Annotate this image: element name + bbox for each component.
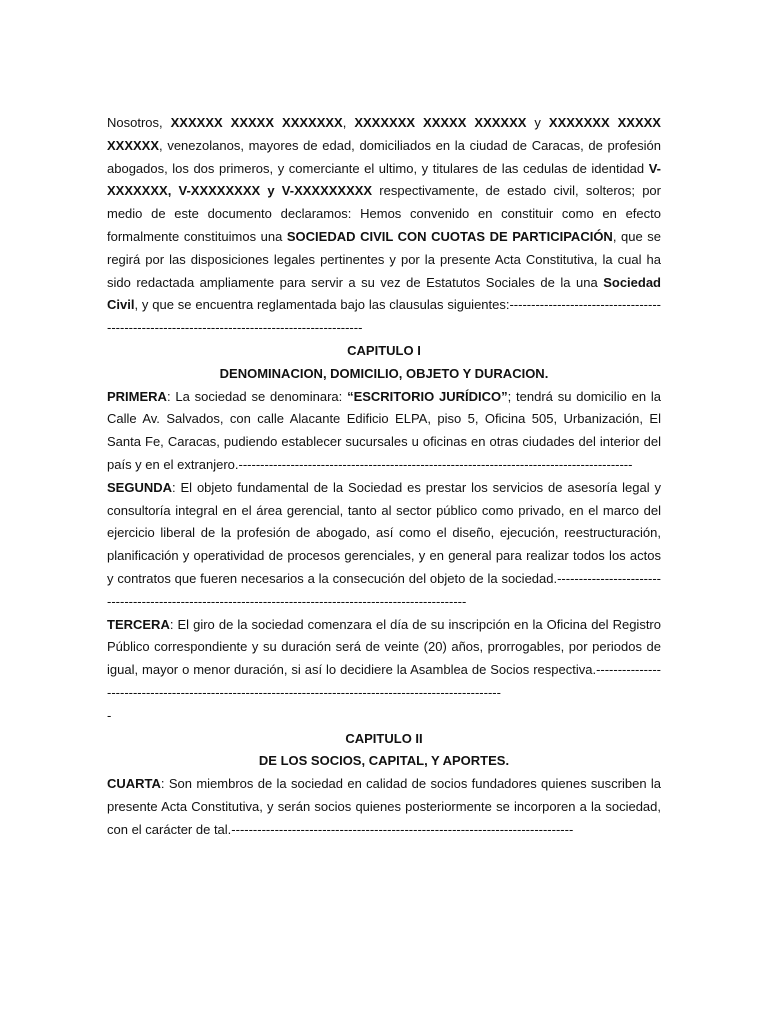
intro-text: , venezolanos, mayores de edad, domiciliados en la ciudad de Caracas, de profesión abogados, los dos primeros, y comerciante el ultimo, y titulares de las cedulas de identidad: [107, 137, 661, 176]
chapter-1-heading: CAPITULO I: [347, 342, 421, 358]
chapter-1-subheading: DENOMINACION, DOMICILIO, OBJETO Y DURACION.: [219, 365, 549, 381]
company-name: “ESCRITORIO JURÍDICO”: [347, 388, 508, 404]
clause-label: CUARTA: [107, 776, 161, 792]
intro-text: ,: [342, 115, 355, 130]
document-body: [107, 112, 661, 842]
clause-cuarta: [107, 773, 661, 841]
clause-label: PRIMERA: [107, 388, 167, 404]
civil-society: Sociedad Civil: [107, 274, 661, 313]
clause-text: : La sociedad se denominara:: [166, 388, 348, 404]
name-3: XXXXXXX XXXXX XXXXXX: [107, 115, 661, 153]
clause-label: TERCERA: [107, 616, 170, 632]
name-1: XXXXXX XXXXX XXXXXXX: [170, 115, 343, 130]
clause-text: ; tendrá su domicilio en la Calle Av. Salvados, con calle Alacante Edificio ELPA, piso 5, Oficina 505, Urbanización, El Santa Fe, Caracas, pudiendo establecer sucursales u oficinas en otras ciudades del interior del país y en el extranjero.-------------------------------------------------------------------------------------------: [107, 388, 661, 472]
intro-text: respectivamente, de estado civil, solteros; por medio de este documento declaramos: Hemos convenido en constituir como en efecto formalmente constituimos una: [107, 183, 661, 244]
clause-tercera-continuation: -: [107, 707, 112, 723]
clause-primera: [107, 386, 661, 477]
clause-tercera: [107, 614, 661, 705]
clause-text: : El objeto fundamental de la Sociedad es prestar los servicios de asesoría legal y consultoría integral en el área gerencial, tanto al sector público como privado, en el marco del ejercicio liberal de la profesión de abogado, así como el diseño, ejecución, reestructuración, planificación y operatividad de procesos gerenciales, y en general para realizar todos los actos y contratos que fueren necesarios a la consecución del objeto de la sociedad.-----------------------------------------------------------------------------------------------------------: [107, 479, 661, 609]
intro-text: , que se regirá por las disposiciones legales pertinentes y por la presente Acta Constitutiva, la cual ha sido redactada ampliamente para servir a su vez de Estatutos Sociales de la una: [107, 228, 661, 290]
intro-paragraph: [107, 112, 661, 340]
intro-text: , y que se encuentra reglamentada bajo las clausulas siguientes:----------------------------------------------------------------------------------------------: [107, 297, 661, 336]
name-2: XXXXXXX XXXXX XXXXXX: [354, 115, 527, 130]
chapter-2-subheading: DE LOS SOCIOS, CAPITAL, Y APORTES.: [258, 753, 510, 769]
clause-text: : Son miembros de la sociedad en calidad de socios fundadores quienes suscriben la presente Acta Constitutiva, y serán socios quienes posteriormente se incorporen a la sociedad, con el carácter de tal.-------------------------------------------------------------------------------: [107, 776, 661, 837]
clause-text: : El giro de la sociedad comenzara el día de su inscripción en la Oficina del Registro Público correspondiente y su duración será de veinte (20) años, prorrogables, por periodos de igual, mayor o menor duración, si así lo decidiere la Asamblea de Socios respectiva.----------------------------------------------------------------------------------------------------------: [107, 616, 661, 700]
company-type: SOCIEDAD CIVIL CON CUOTAS DE PARTICIPACIÓN: [286, 228, 613, 244]
intro-text: y: [526, 115, 549, 130]
clause-label: SEGUNDA: [107, 479, 173, 495]
clause-segunda: [107, 477, 661, 614]
id-numbers: V-XXXXXXX, V-XXXXXXXX y V-XXXXXXXXX: [107, 160, 661, 199]
intro-text: Nosotros,: [107, 115, 171, 130]
chapter-2-heading: CAPITULO II: [345, 730, 423, 746]
